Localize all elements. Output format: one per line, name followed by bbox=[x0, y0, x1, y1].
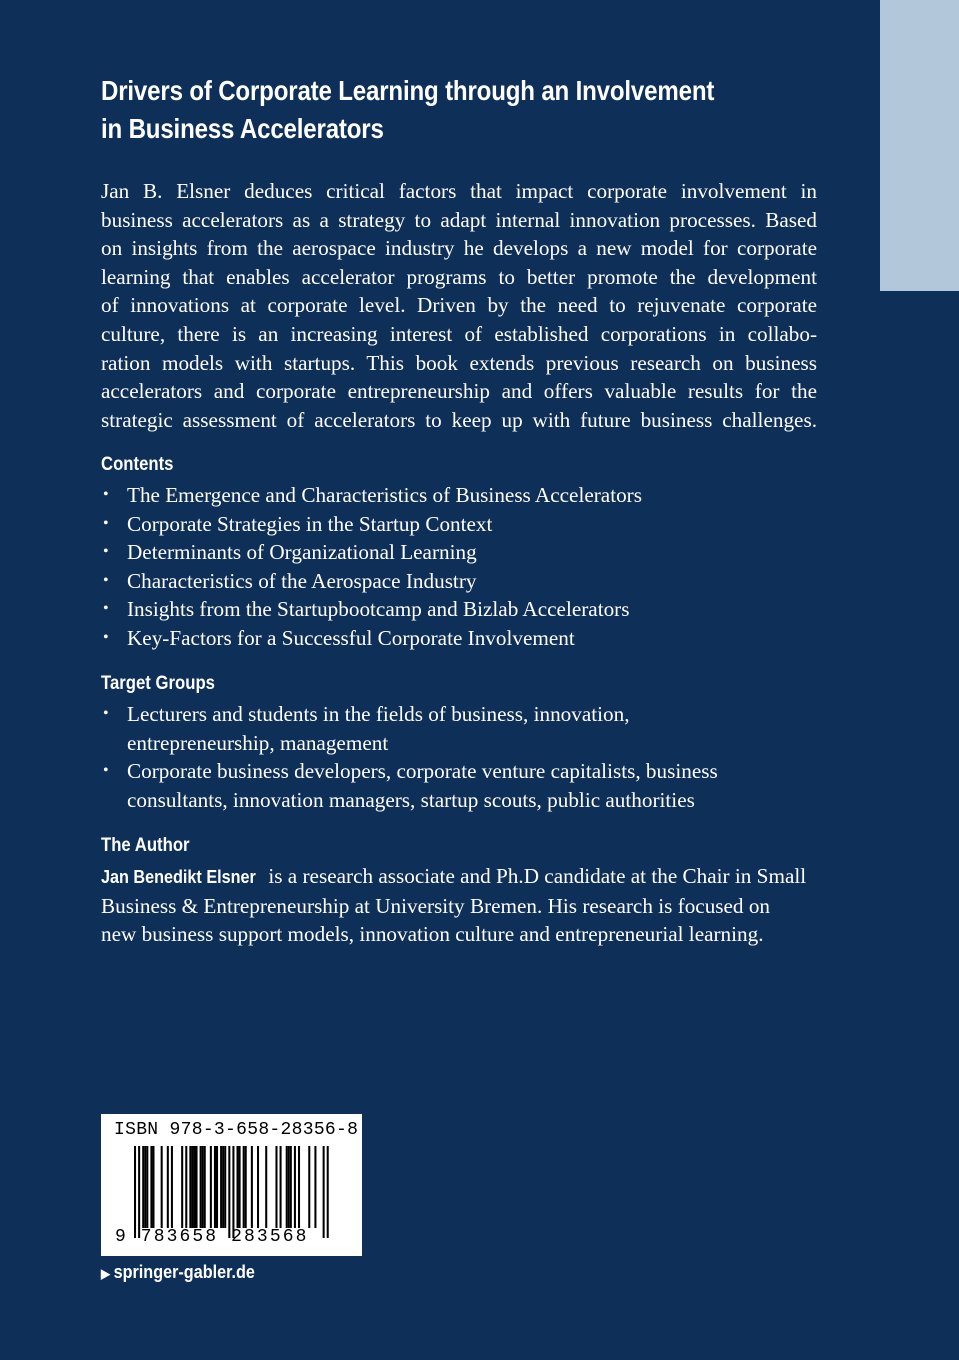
barcode-bar bbox=[298, 1146, 300, 1228]
list-item: • Insights from the Startupbootcamp and Bizlab Accelerators bbox=[101, 595, 821, 624]
barcode-bar bbox=[167, 1146, 169, 1228]
barcode-bar bbox=[204, 1146, 206, 1228]
barcode-bar bbox=[200, 1146, 202, 1228]
barcode-bar bbox=[216, 1146, 218, 1228]
barcode-bar bbox=[214, 1146, 216, 1228]
isbn-number: ISBN 978-3-658-28356-8 bbox=[114, 1120, 359, 1140]
barcode-bar bbox=[196, 1146, 198, 1228]
book-title-line: in Business Accelerators bbox=[101, 113, 384, 144]
list-item: • The Emergence and Characteristics of Business Accelerators bbox=[101, 481, 821, 510]
blurb-line: strategic assessment of accelerators to keep up with future business challenges. bbox=[101, 407, 817, 432]
author-bio bbox=[101, 862, 817, 949]
barcode-bar bbox=[142, 1146, 144, 1228]
barcode-bar bbox=[265, 1146, 267, 1228]
blurb-line: business accelerators as a strategy to adapt internal innovation processes. Based bbox=[101, 207, 817, 232]
barcode-bar bbox=[150, 1146, 152, 1228]
barcode-bar bbox=[308, 1146, 310, 1228]
barcode-bar bbox=[327, 1146, 329, 1238]
barcode-bar bbox=[286, 1146, 288, 1228]
barcode-bar bbox=[323, 1146, 325, 1238]
isbn-barcode bbox=[101, 1114, 362, 1256]
barcode-bar bbox=[290, 1146, 292, 1228]
blurb-line: accelerators and corporate entrepreneurship and offers valuable results for the bbox=[101, 379, 817, 404]
publisher-website bbox=[101, 1262, 255, 1283]
barcode-bar bbox=[232, 1146, 234, 1238]
barcode-bar bbox=[146, 1146, 148, 1228]
barcode-bar bbox=[138, 1146, 140, 1238]
barcode-bar bbox=[239, 1146, 241, 1228]
barcode-bar bbox=[144, 1146, 146, 1228]
list-item: • Lecturers and students in the fields of business, innovation, entrepreneurship, management bbox=[101, 700, 821, 757]
website-url: springer-gabler.de bbox=[113, 1262, 255, 1282]
spine-color-tab bbox=[880, 0, 959, 291]
barcode-bar bbox=[237, 1146, 239, 1228]
barcode-bar bbox=[222, 1146, 224, 1228]
barcode-bar bbox=[161, 1146, 163, 1228]
barcode-bar bbox=[185, 1146, 187, 1228]
author-heading: The Author bbox=[101, 835, 190, 856]
blurb-line: learning that enables accelerator programs to better promote the development bbox=[101, 264, 817, 289]
blurb-line: on insights from the aerospace industry he develops a new model for corporate bbox=[101, 236, 817, 261]
barcode-bar bbox=[171, 1146, 173, 1228]
blurb-line: culture, there is an increasing interest of established corporations in collabo- bbox=[101, 321, 817, 346]
barcode-bar bbox=[134, 1146, 136, 1238]
contents-list bbox=[101, 481, 821, 653]
blurb-line: of innovations at corporate level. Driven by the need to rejuvenate corporate bbox=[101, 293, 817, 318]
barcode-bar bbox=[189, 1146, 191, 1228]
author-bio-line: new business support models, innovation culture and entrepreneurial learning. bbox=[101, 922, 764, 947]
author-bio-line: Jan Benedikt Elsner is a research associate and Ph.D candidate at the Chair in Small bbox=[101, 862, 817, 892]
author-bio-line: Business & Entrepreneurship at University Bremen. His research is focused on bbox=[101, 893, 771, 918]
author-name: Jan Benedikt Elsner bbox=[101, 867, 256, 887]
barcode-bar bbox=[314, 1146, 316, 1228]
barcode-bar bbox=[193, 1146, 195, 1228]
barcode-bar bbox=[202, 1146, 204, 1228]
barcode-bar bbox=[191, 1146, 193, 1228]
barcode-bar bbox=[224, 1146, 226, 1228]
list-item: • Characteristics of the Aerospace Industry bbox=[101, 567, 821, 596]
barcode-bar bbox=[210, 1146, 212, 1228]
blurb-line: Jan B. Elsner deduces critical factors that impact corporate involvement in bbox=[101, 179, 817, 203]
contents-heading: Contents bbox=[101, 454, 174, 475]
barcode-bar bbox=[288, 1146, 290, 1228]
book-title-line: Drivers of Corporate Learning through an Involvement bbox=[101, 75, 715, 106]
blurb-paragraph bbox=[101, 177, 817, 434]
book-title bbox=[101, 72, 737, 148]
target-groups-list bbox=[101, 700, 821, 814]
barcode-bar bbox=[257, 1146, 259, 1228]
barcode-bar bbox=[280, 1146, 282, 1228]
barcode-bar bbox=[243, 1146, 245, 1228]
list-item: • Corporate business developers, corporate venture capitalists, business consultants, innovation managers, startup scouts, public authorities bbox=[101, 757, 821, 814]
arrow-right-icon: ▶ bbox=[101, 1266, 110, 1281]
barcode-bar bbox=[228, 1146, 230, 1238]
barcode-bar bbox=[275, 1146, 277, 1228]
list-item: • Key-Factors for a Successful Corporate Involvement bbox=[101, 624, 821, 653]
barcode-digits: 9 783658 283568 bbox=[115, 1227, 309, 1247]
barcode-bar bbox=[152, 1146, 154, 1228]
barcode-bar bbox=[181, 1146, 183, 1228]
barcode-bar bbox=[294, 1146, 296, 1228]
barcode-bar bbox=[220, 1146, 222, 1228]
blurb-line: ration models with startups. This book extends previous research on business bbox=[101, 350, 817, 375]
list-item: • Determinants of Organizational Learning bbox=[101, 538, 821, 567]
list-item: • Corporate Strategies in the Startup Context bbox=[101, 510, 821, 539]
barcode-bar bbox=[251, 1146, 253, 1228]
barcode-bar bbox=[245, 1146, 247, 1228]
target-groups-heading: Target Groups bbox=[101, 673, 215, 694]
